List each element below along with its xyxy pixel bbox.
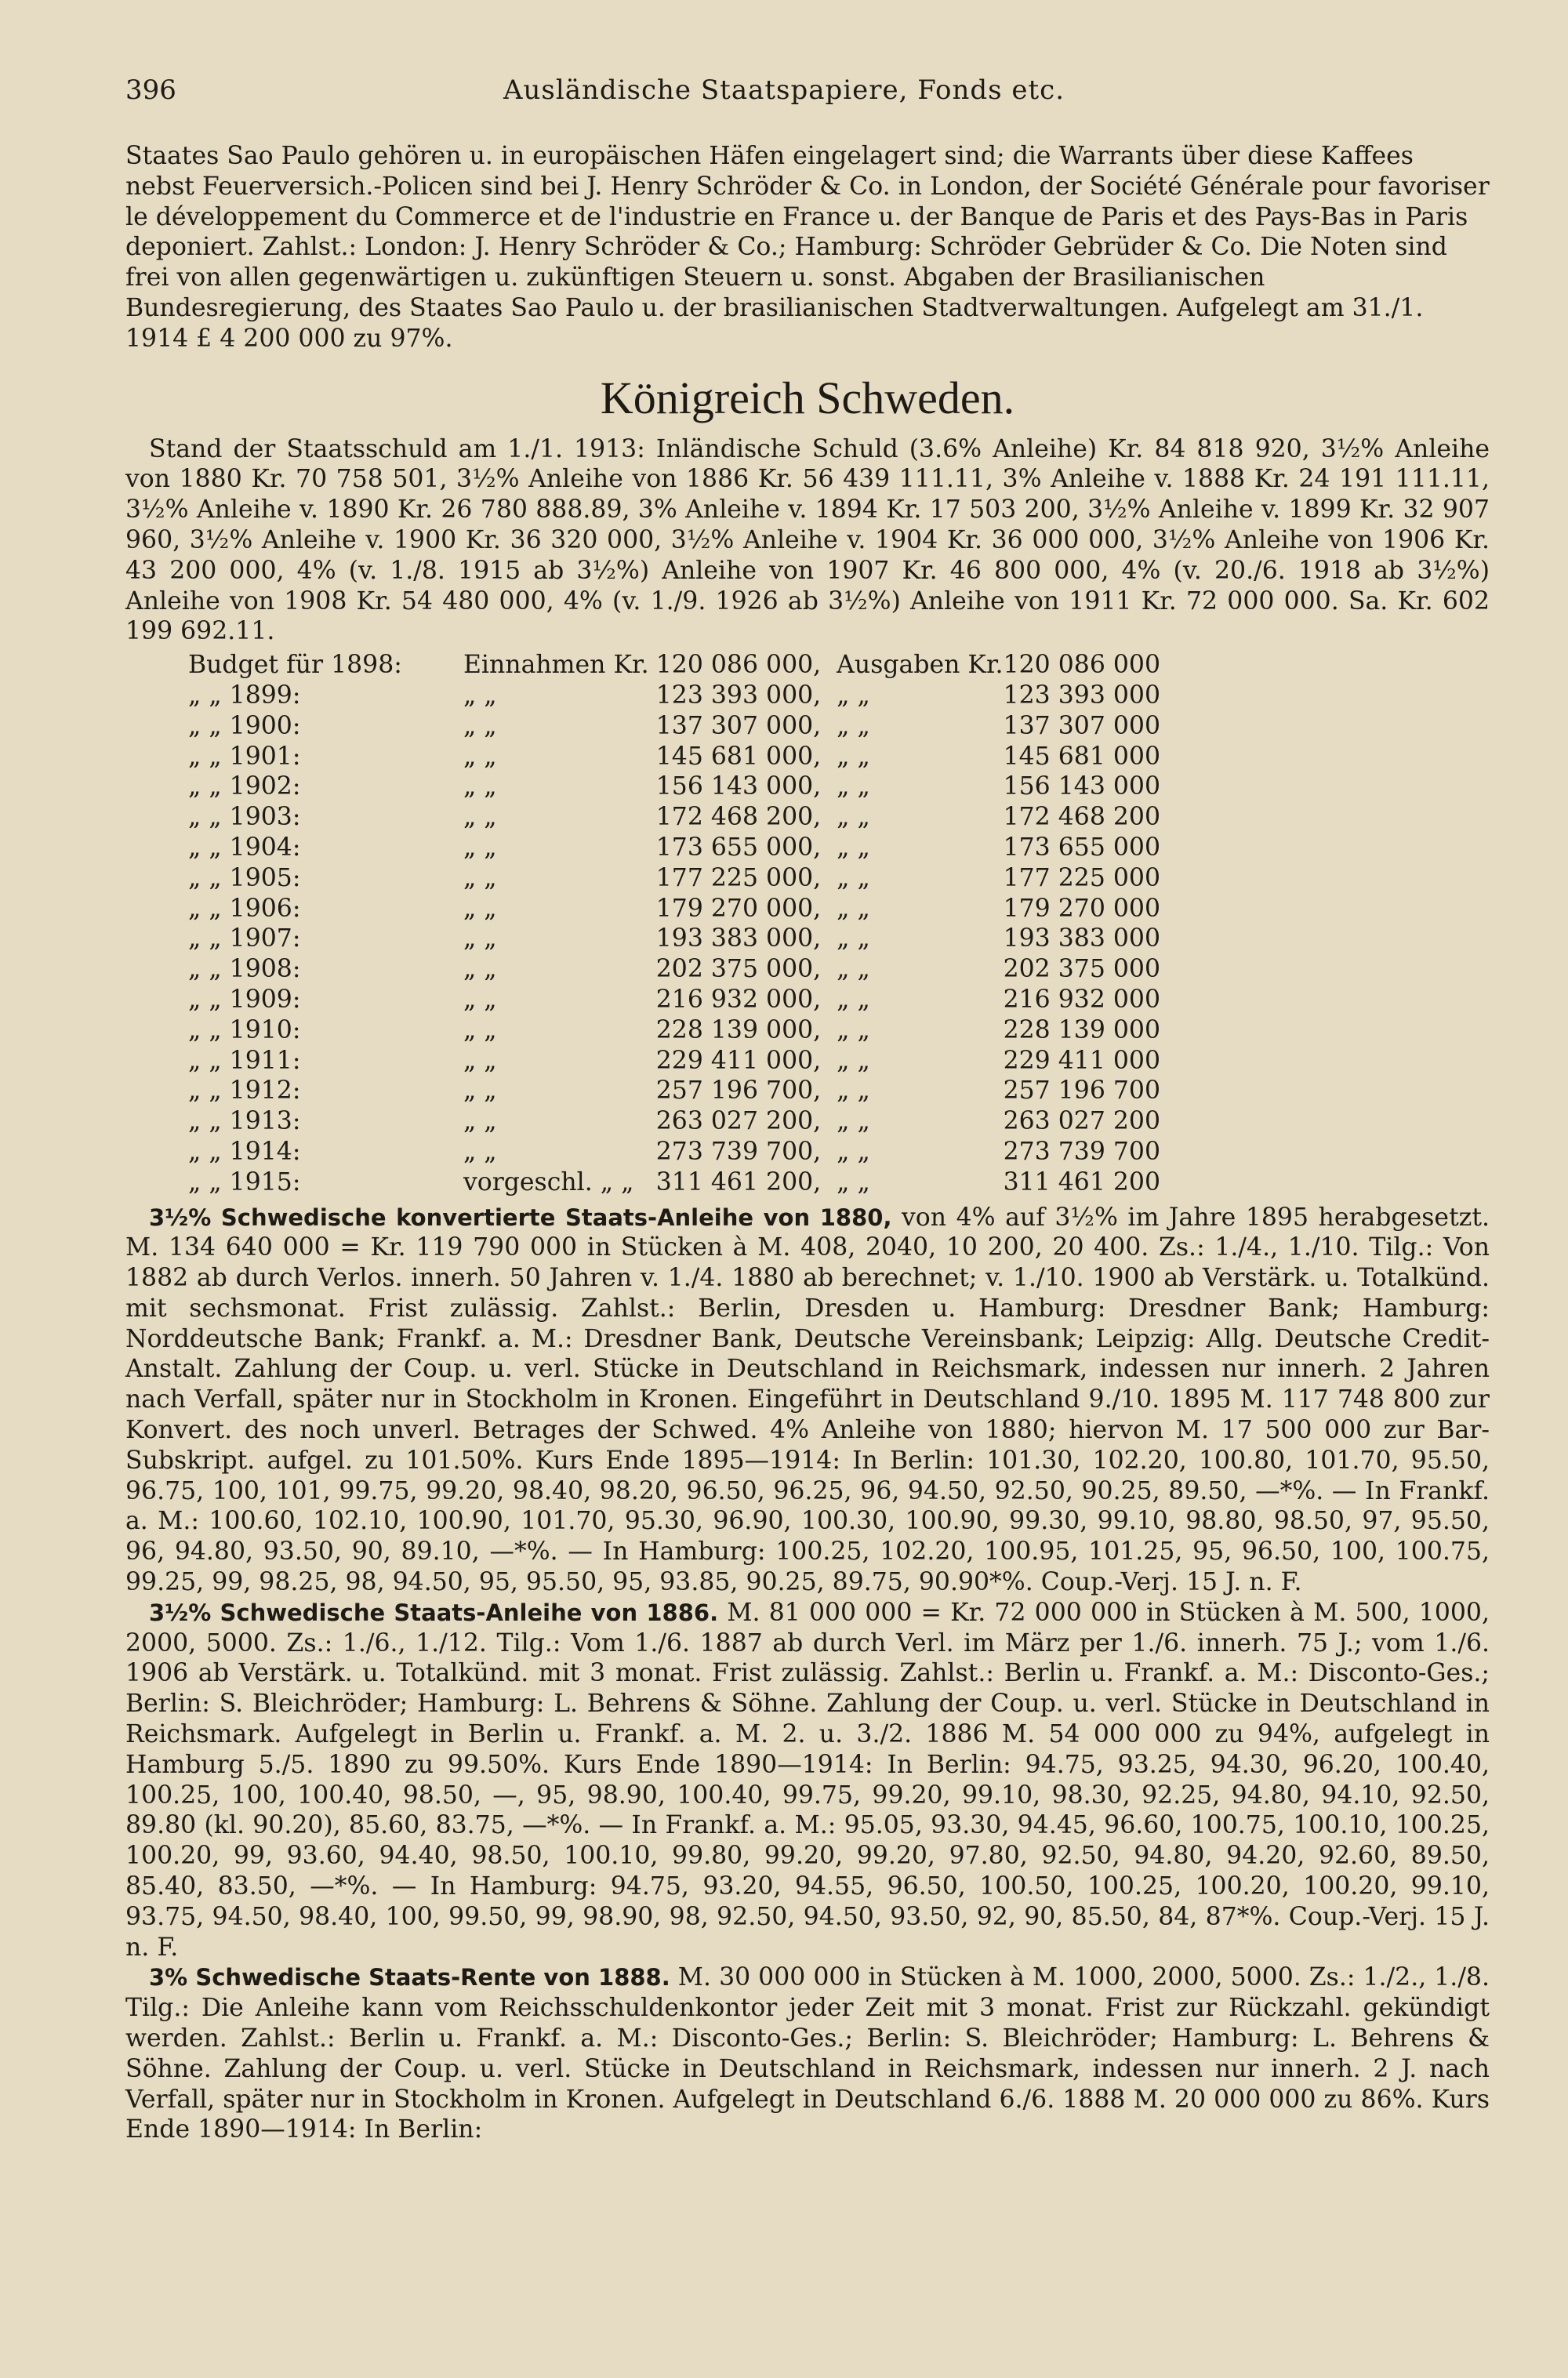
budget-einnahmen-label: „ „	[463, 711, 497, 740]
budget-row	[125, 1106, 1160, 1137]
budget-row	[125, 711, 1160, 742]
budget-einnahmen-label: „ „	[463, 833, 497, 862]
loan-heading: 3% Schwedische Staats-Rente von 1888.	[149, 1964, 670, 1991]
budget-ausgaben-label: „ „	[837, 681, 870, 710]
budget-year-label: „ „ 1911:	[188, 1046, 301, 1075]
budget-row	[125, 681, 1160, 711]
budget-ausgaben-value: 193 383 000	[1003, 924, 1160, 953]
budget-ausgaben-value: 173 655 000	[1003, 833, 1160, 862]
budget-einnahmen-value: 137 307 000,	[655, 711, 822, 740]
budget-year-label: „ „ 1906:	[188, 894, 301, 923]
budget-einnahmen-value: 177 225 000,	[655, 863, 822, 892]
budget-ausgaben-label: „ „	[837, 1137, 870, 1166]
budget-year-label: „ „ 1910:	[188, 1015, 301, 1044]
budget-ausgaben-label: „ „	[837, 742, 870, 771]
budget-einnahmen-value: 263 027 200,	[655, 1107, 822, 1136]
budget-row	[125, 833, 1160, 863]
section-title: Königreich Schweden.	[600, 372, 1015, 423]
budget-row	[125, 771, 1160, 802]
budget-einnahmen-label: „ „	[463, 985, 497, 1014]
budget-ausgaben-label: „ „	[837, 1046, 870, 1075]
budget-einnahmen-label: vorgeschl. „ „	[463, 1167, 634, 1196]
budget-einnahmen-value: 156 143 000,	[655, 772, 822, 801]
budget-ausgaben-label: „ „	[837, 894, 870, 923]
budget-einnahmen-label: „ „	[463, 1107, 497, 1136]
debt-paragraph: Stand der Staatsschuld am 1./1. 1913: Inländische Schuld (3.6% Anleihe) Kr. 84 818 920, 3½% Anleihe von 1880 Kr. 70 758 501, 3½% Anleihe von 1886 Kr. 56 439 111.11, 3% Anleihe v. 1888 Kr. 24 191 111.11, 3½% Anleihe v. 1890 Kr. 26 780 888.89, 3% Anleihe v. 1894 Kr. 17 503 200, 3½% Anleihe v. 1899 Kr. 32 907 960, 3½% Anleihe v. 1900 Kr. 36 320 000, 3½% Anleihe v. 1904 Kr. 36 000 000, 3½% Anleihe von 1906 Kr. 43 200 000, 4% (v. 1./8. 1915 ab 3½%) Anleihe von 1907 Kr. 46 800 000, 4% (v. 20./6. 1918 ab 3½%) Anleihe von 1908 Kr. 54 480 000, 4% (v. 1./9. 1926 ab 3½%) Anleihe von 1911 Kr. 72 000 000. Sa. Kr. 602 199 692.11.	[125, 434, 1490, 646]
budget-einnahmen-value: 123 393 000,	[655, 681, 822, 710]
budget-year-label: „ „ 1900:	[188, 711, 301, 740]
budget-ausgaben-label: „ „	[837, 1107, 870, 1136]
loan-heading: 3½% Schwedische Staats-Anleihe von 1886.	[149, 1599, 719, 1626]
budget-einnahmen-value: 257 196 700,	[655, 1076, 822, 1105]
budget-year-label: „ „ 1903:	[188, 803, 301, 832]
budget-einnahmen-label: „ „	[463, 955, 497, 984]
budget-ausgaben-label: „ „	[837, 955, 870, 984]
budget-year-label: „ „ 1901:	[188, 742, 301, 771]
budget-ausgaben-value: 263 027 200	[1003, 1107, 1160, 1136]
budget-row	[125, 742, 1160, 772]
budget-row	[125, 894, 1160, 924]
budget-einnahmen-label: „ „	[463, 1076, 497, 1105]
budget-ausgaben-value: 273 739 700	[1003, 1137, 1160, 1166]
budget-row	[125, 650, 1160, 681]
page-header	[0, 74, 1568, 106]
budget-einnahmen-label: „ „	[463, 924, 497, 953]
budget-year-label: „ „ 1912:	[188, 1076, 301, 1105]
budget-ausgaben-value: 120 086 000	[1003, 651, 1160, 680]
page-body	[125, 141, 1490, 2145]
budget-year-label: „ „ 1913:	[188, 1107, 301, 1136]
budget-ausgaben-value: 229 411 000	[1003, 1046, 1160, 1075]
budget-year-label: „ „ 1902:	[188, 772, 301, 801]
budget-einnahmen-value: 179 270 000,	[655, 894, 822, 923]
budget-ausgaben-value: 216 932 000	[1003, 985, 1160, 1014]
budget-year-label: „ „ 1907:	[188, 924, 301, 953]
budget-ausgaben-label: „ „	[837, 711, 870, 740]
budget-einnahmen-label: „ „	[463, 803, 497, 832]
budget-einnahmen-value: 120 086 000,	[655, 651, 822, 680]
budget-row	[125, 1015, 1160, 1046]
budget-ausgaben-value: 156 143 000	[1003, 772, 1160, 801]
budget-year-label: Budget für 1898:	[188, 651, 402, 680]
budget-einnahmen-value: 172 468 200,	[655, 803, 822, 832]
budget-ausgaben-value: 123 393 000	[1003, 681, 1160, 710]
loan-1888	[125, 1962, 1490, 2145]
budget-einnahmen-label: „ „	[463, 1046, 497, 1075]
loan-text: von 4% auf 3½% im Jahre 1895 herabgesetzt. M. 134 640 000 = Kr. 119 790 000 in Stücken à M. 408, 2040, 10 200, 20 400. Zs.: 1./4., 1./10. Tilg.: Von 1882 ab durch Verlos. innerh. 50 Jahren v. 1./4. 1880 ab berechnet; v. 1./10. 1900 ab Verstärk. u. Totalkünd. mit sechsmonat. Frist zulässig. Zahlst.: Berlin, Dresden u. Hamburg: Dresdner Bank; Hamburg: Norddeutsche Bank; Frankf. a. M.: Dresdner Bank, Deutsche Vereinsbank; Leipzig: Allg. Deutsche Credit-Anstalt. Zahlung der Coup. u. verl. Stücke in Deutschland in Reichsmark, indessen nur innerh. 2 Jahren nach Verfall, später nur in Stockholm in Kronen. Eingeführt in Deutschland 9./10. 1895 M. 117 748 800 zur Konvert. des noch unverl. Betrages der Schwed. 4% Anleihe von 1880; hiervon M. 17 500 000 zur Bar-Subskript. aufgel. zu 101.50%. Kurs Ende 1895—1914: In Berlin: 101.30, 102.20, 100.80, 101.70, 95.50, 96.75, 100, 101, 99.75, 99.20, 98.40, 98.20, 96.50, 96.25, 96, 94.50, 92.50, 90.25, 89.50, —*%. — In Frankf. a. M.: 100.60, 102.10, 100.90, 101.70, 95.30, 96.90, 100.30, 100.90, 99.30, 99.10, 98.80, 98.50, 97, 95.50, 96, 94.80, 93.50, 90, 89.10, —*%. — In Hamburg: 100.25, 102.20, 100.95, 101.25, 95, 96.50, 100, 100.75, 99.25, 99, 98.25, 98, 94.50, 95, 95.50, 95, 93.85, 90.25, 89.75, 90.90*%. Coup.-Verj. 15 J. n. F.	[125, 1203, 1490, 1597]
budget-ausgaben-value: 311 461 200	[1003, 1167, 1160, 1196]
budget-einnahmen-label: „ „	[463, 742, 497, 771]
budget-year-label: „ „ 1915:	[188, 1167, 301, 1196]
loan-1886	[125, 1598, 1490, 1963]
intro-paragraph: Staates Sao Paulo gehören u. in europäischen Häfen eingelagert sind; die Warrants über diese Kaffees nebst Feuerversich.-Policen sind bei J. Henry Schröder & Co. in London, der Société Générale pour favoriser le développement du Commerce et de l'industrie en France u. der Banque de Paris et des Pays-Bas in Paris deponiert. Zahlst.: London: J. Henry Schröder & Co.; Hamburg: Schröder Gebrüder & Co. Die Noten sind frei von allen gegenwärtigen u. zukünftigen Steuern u. sonst. Abgaben der Brasilianischen Bundesregierung, des Staates Sao Paulo u. der brasilianischen Stadtverwaltungen. Aufgelegt am 31./1. 1914 £ 4 200 000 zu 97%.	[125, 142, 1490, 353]
budget-ausgaben-value: 228 139 000	[1003, 1015, 1160, 1044]
budget-year-label: „ „ 1908:	[188, 955, 301, 984]
budget-einnahmen-value: 202 375 000,	[655, 955, 822, 984]
budget-einnahmen-value: 216 932 000,	[655, 985, 822, 1014]
budget-row	[125, 1137, 1160, 1167]
budget-einnahmen-value: 173 655 000,	[655, 833, 822, 862]
budget-row	[125, 1167, 1160, 1198]
budget-ausgaben-label: „ „	[837, 924, 870, 953]
budget-year-label: „ „ 1899:	[188, 681, 301, 710]
budget-row	[125, 924, 1160, 954]
budget-ausgaben-label: „ „	[837, 1015, 870, 1044]
budget-row	[125, 954, 1160, 985]
loan-text: M. 81 000 000 = Kr. 72 000 000 in Stücken à M. 500, 1000, 2000, 5000. Zs.: 1./6., 1./12. Tilg.: Vom 1./6. 1887 ab durch Verl. im März per 1./6. innerh. 75 J.; vom 1./6. 1906 ab Verstärk. u. Totalkünd. mit 3 monat. Frist zulässig. Zahlst.: Berlin u. Frankf. a. M.: Disconto-Ges.; Berlin: S. Bleichröder; Hamburg: L. Behrens & Söhne. Zahlung der Coup. u. verl. Stücke in Deutschland in Reichsmark. Aufgelegt in Berlin u. Frankf. a. M. 2. u. 3./2. 1886 M. 54 000 000 zu 94%, aufgelegt in Hamburg 5./5. 1890 zu 99.50%. Kurs Ende 1890—1914: In Berlin: 94.75, 93.25, 94.30, 96.20, 100.40, 100.25, 100, 100.40, 98.50, —, 95, 98.90, 100.40, 99.75, 99.20, 99.10, 98.30, 92.25, 94.80, 94.10, 92.50, 89.80 (kl. 90.20), 85.60, 83.75, —*%. — In Frankf. a. M.: 95.05, 93.30, 94.45, 96.60, 100.75, 100.10, 100.25, 100.20, 99, 93.60, 94.40, 98.50, 100.10, 99.80, 99.20, 99.20, 97.80, 92.50, 94.80, 94.20, 92.60, 89.50, 85.40, 83.50, —*%. — In Hamburg: 94.75, 93.20, 94.55, 96.50, 100.50, 100.25, 100.20, 100.20, 99.10, 93.75, 94.50, 98.40, 100, 99.50, 99, 98.90, 98, 92.50, 94.50, 93.50, 92, 90, 85.50, 84, 87*%. Coup.-Verj. 15 J. n. F.	[125, 1598, 1490, 1962]
budget-ausgaben-value: 202 375 000	[1003, 955, 1160, 984]
budget-year-label: „ „ 1904:	[188, 833, 301, 862]
budget-einnahmen-label: „ „	[463, 1137, 497, 1166]
budget-row	[125, 985, 1160, 1015]
running-head: Ausländische Staatspapiere, Fonds etc.	[503, 74, 1065, 106]
budget-ausgaben-label: „ „	[837, 863, 870, 892]
budget-einnahmen-value: 193 383 000,	[655, 924, 822, 953]
budget-ausgaben-label: Ausgaben Kr.	[837, 651, 1004, 680]
budget-einnahmen-label: „ „	[463, 863, 497, 892]
loan-text: M. 30 000 000 in Stücken à M. 1000, 2000, 5000. Zs.: 1./2., 1./8. Tilg.: Die Anleihe kann vom Reichsschuldenkontor jeder Zeit mit 3 monat. Frist zur Rückzahl. gekündigt werden. Zahlst.: Berlin u. Frankf. a. M.: Disconto-Ges.; Berlin: S. Bleichröder; Hamburg: L. Behrens & Söhne. Zahlung der Coup. u. verl. Stücke in Deutschland in Reichsmark, indessen nur innerh. 2 J. nach Verfall, später nur in Stockholm in Kronen. Aufgelegt in Deutschland 6./6. 1888 M. 20 000 000 zu 86%. Kurs Ende 1890—1914: In Berlin:	[125, 1963, 1490, 2144]
budget-einnahmen-value: 229 411 000,	[655, 1046, 822, 1075]
loan-1880	[125, 1203, 1490, 1598]
budget-einnahmen-value: 228 139 000,	[655, 1015, 822, 1044]
budget-ausgaben-label: „ „	[837, 772, 870, 801]
budget-einnahmen-value: 311 461 200,	[655, 1167, 822, 1196]
budget-einnahmen-value: 145 681 000,	[655, 742, 822, 771]
budget-einnahmen-label: „ „	[463, 681, 497, 710]
budget-einnahmen-value: 273 739 700,	[655, 1137, 822, 1166]
budget-ausgaben-value: 179 270 000	[1003, 894, 1160, 923]
budget-year-label: „ „ 1909:	[188, 985, 301, 1014]
budget-einnahmen-label: „ „	[463, 894, 497, 923]
budget-ausgaben-label: „ „	[837, 1167, 870, 1196]
budget-einnahmen-label: „ „	[463, 772, 497, 801]
budget-ausgaben-value: 137 307 000	[1003, 711, 1160, 740]
budget-ausgaben-value: 145 681 000	[1003, 742, 1160, 771]
budget-table	[125, 650, 1160, 1197]
budget-ausgaben-value: 172 468 200	[1003, 803, 1160, 832]
budget-ausgaben-value: 177 225 000	[1003, 863, 1160, 892]
page-number: 396	[125, 74, 176, 106]
budget-row	[125, 1046, 1160, 1076]
budget-einnahmen-label: „ „	[463, 1015, 497, 1044]
budget-row	[125, 1076, 1160, 1106]
budget-row	[125, 863, 1160, 894]
budget-row	[125, 802, 1160, 833]
budget-year-label: „ „ 1905:	[188, 863, 301, 892]
budget-ausgaben-label: „ „	[837, 833, 870, 862]
budget-ausgaben-label: „ „	[837, 985, 870, 1014]
budget-ausgaben-label: „ „	[837, 803, 870, 832]
loan-heading: 3½% Schwedische konvertierte Staats-Anleihe von 1880,	[149, 1204, 892, 1231]
budget-einnahmen-label: Einnahmen Kr.	[463, 651, 649, 680]
budget-ausgaben-label: „ „	[837, 1076, 870, 1105]
budget-year-label: „ „ 1914:	[188, 1137, 301, 1166]
budget-ausgaben-value: 257 196 700	[1003, 1076, 1160, 1105]
